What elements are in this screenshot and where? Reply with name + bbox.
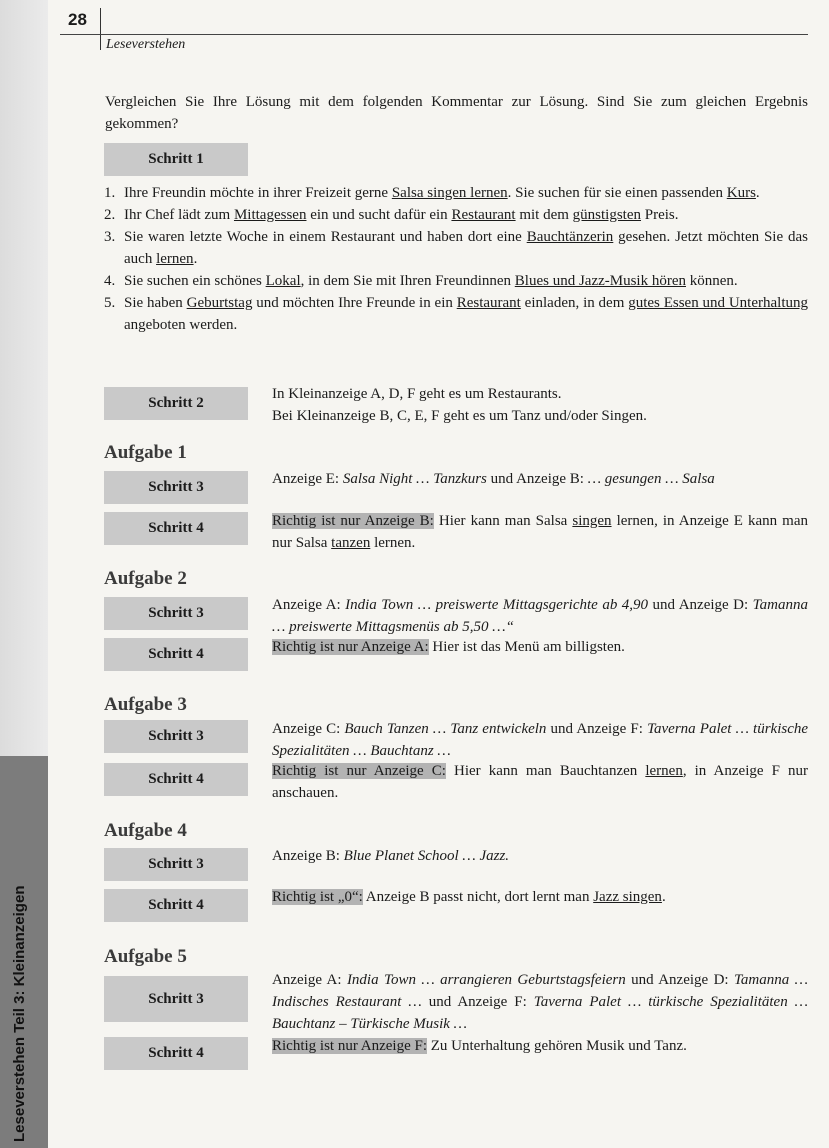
schritt-2-box: Schritt 2	[104, 387, 248, 420]
aufgabe-5-heading: Aufgabe 5	[104, 946, 187, 967]
aufgabe-5-schritt-3-text: Anzeige A: India Town … arrangieren Geburtstagsfeiern und Anzeige D: Tamanna … Indisches Restaurant … und Anzeige F: Taverna Palet … türkische Spezialitäten … Bauchtanz – Türkische Musik …	[272, 972, 809, 1032]
list-item: 5. Sie haben Geburtstag und möchten Ihre Freunde in ein Restaurant einladen, in dem gutes Essen und Unterhaltung angeboten werden.	[104, 295, 808, 333]
task-list	[104, 182, 808, 336]
aufgabe-1-schritt-3-box: Schritt 3	[104, 471, 248, 504]
aufgabe-3-schritt-3-text: Anzeige C: Bauch Tanzen … Tanz entwickeln und Anzeige F: Taverna Palet … türkische Spezialitäten … Bauchtanz …	[272, 721, 809, 759]
schritt-1-box: Schritt 1	[104, 143, 248, 176]
aufgabe-1-schritt-4-box: Schritt 4	[104, 512, 248, 545]
aufgabe-4-schritt-4-text: Richtig ist „0“: Anzeige B passt nicht, dort lernt man Jazz singen.	[272, 889, 666, 905]
sidebar-label: Leseverstehen Teil 3: Kleinanzeigen	[11, 885, 28, 1142]
aufgabe-2-schritt-3-text: Anzeige A: India Town … preiswerte Mittagsgerichte ab 4,90 und Anzeige D: Tamanna … preiswerte Mittagsmenüs ab 5,50 …“	[272, 597, 808, 635]
intro-text: Vergleichen Sie Ihre Lösung mit dem folgenden Kommentar zur Lösung. Sind Sie zum gleichen Ergebnis gekommen?	[105, 94, 808, 132]
list-item: 4. Sie suchen ein schönes Lokal, in dem Sie mit Ihren Freundinnen Blues und Jazz-Musik hören können.	[104, 273, 738, 289]
aufgabe-4-heading: Aufgabe 4	[104, 820, 187, 841]
header-rule	[60, 34, 808, 35]
schritt-2-text: In Kleinanzeige A, D, F geht es um Restaurants. Bei Kleinanzeige B, C, E, F geht es um Tanz und/oder Singen.	[272, 386, 647, 424]
aufgabe-5-schritt-3-box: Schritt 3	[104, 976, 248, 1022]
aufgabe-1-schritt-4-text: Richtig ist nur Anzeige B: Hier kann man Salsa singen lernen, in Anzeige E kann man nur Salsa tanzen lernen.	[272, 513, 809, 551]
list-item: 2. Ihr Chef lädt zum Mittagessen ein und sucht dafür ein Restaurant mit dem günstigsten Preis.	[104, 207, 679, 223]
aufgabe-2-heading: Aufgabe 2	[104, 568, 187, 589]
aufgabe-2-schritt-4-box: Schritt 4	[104, 638, 248, 671]
aufgabe-5-schritt-4-text: Richtig ist nur Anzeige F: Zu Unterhaltung gehören Musik und Tanz.	[272, 1038, 687, 1054]
aufgabe-1-schritt-3-text: Anzeige E: Salsa Night … Tanzkurs und Anzeige B: … gesungen … Salsa	[272, 471, 715, 487]
aufgabe-2-schritt-4-text: Richtig ist nur Anzeige A: Hier ist das Menü am billigsten.	[272, 639, 625, 655]
aufgabe-4-schritt-3-box: Schritt 3	[104, 848, 248, 881]
list-item: 3. Sie waren letzte Woche in einem Restaurant und haben dort eine Bauchtänzerin gesehen. Jetzt möchten Sie das auch lernen.	[104, 229, 808, 267]
aufgabe-3-schritt-3-box: Schritt 3	[104, 720, 248, 753]
section-title: Leseverstehen	[106, 37, 186, 52]
header-divider-vertical	[100, 8, 101, 50]
list-item: 1. Ihre Freundin möchte in ihrer Freizeit gerne Salsa singen lernen. Sie suchen für sie einen passenden Kurs.	[104, 185, 760, 201]
aufgabe-2-schritt-3-box: Schritt 3	[104, 597, 248, 630]
aufgabe-3-schritt-4-box: Schritt 4	[104, 763, 248, 796]
aufgabe-4-schritt-4-box: Schritt 4	[104, 889, 248, 922]
aufgabe-3-schritt-4-text: Richtig ist nur Anzeige C: Hier kann man Bauchtanzen lernen, in Anzeige F nur anschauen.	[272, 763, 808, 801]
aufgabe-5-schritt-4-box: Schritt 4	[104, 1037, 248, 1070]
aufgabe-1-heading: Aufgabe 1	[104, 442, 187, 463]
aufgabe-4-schritt-3-text: Anzeige B: Blue Planet School … Jazz.	[272, 848, 510, 864]
aufgabe-3-heading: Aufgabe 3	[104, 694, 187, 715]
page-number: 28	[68, 10, 87, 29]
